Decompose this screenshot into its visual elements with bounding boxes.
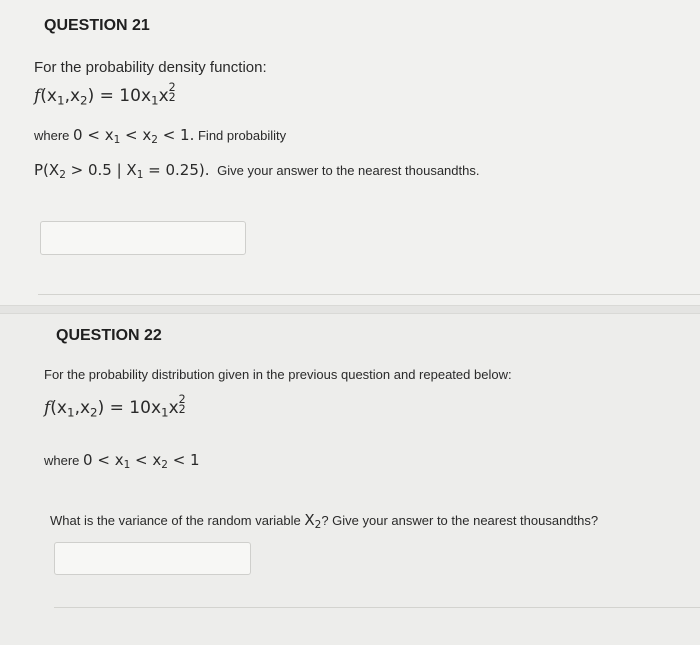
where-line — [34, 126, 286, 146]
instruction-text: Give your answer to the nearest thousandths. — [217, 163, 480, 178]
question-divider — [54, 607, 700, 608]
question-title: QUESTION 22 — [56, 327, 162, 344]
find-text: Find probability — [197, 128, 287, 143]
question-prompt: For the probability density function: — [34, 59, 267, 76]
where-label: where — [34, 128, 70, 143]
answer-input[interactable] — [40, 221, 246, 255]
probability-expression: $P(X_2 > 0.5$ | $X_1 = 0.25$). — [34, 161, 210, 182]
question-text-post: ? Give your answer to the nearest thousandths? — [321, 513, 599, 528]
probability-line — [34, 161, 479, 181]
variance-question — [50, 511, 598, 531]
question-21-panel — [0, 0, 700, 305]
question-title: QUESTION 21 — [44, 17, 150, 34]
where-line — [44, 451, 200, 471]
where-condition: $0 < x_1 < x_2 < 1$. — [73, 126, 195, 147]
question-divider — [38, 294, 700, 295]
random-variable: $X_2$ — [304, 511, 322, 532]
question-prompt: For the probability distribution given in the previous question and repeated below: — [44, 367, 512, 382]
question-text-pre: What is the variance of the random variable — [50, 513, 301, 528]
density-formula: $f(x_1,x_2) = 10x_1x$ 2 2 — [34, 81, 176, 108]
question-22-panel — [0, 314, 700, 645]
where-label: where — [44, 453, 80, 468]
density-formula: $f(x_1,x_2) = 10x_1x$ 2 2 — [44, 393, 186, 420]
answer-input[interactable] — [54, 542, 251, 575]
where-condition: $0 < x_1 < x_2 < 1$ — [83, 451, 200, 472]
